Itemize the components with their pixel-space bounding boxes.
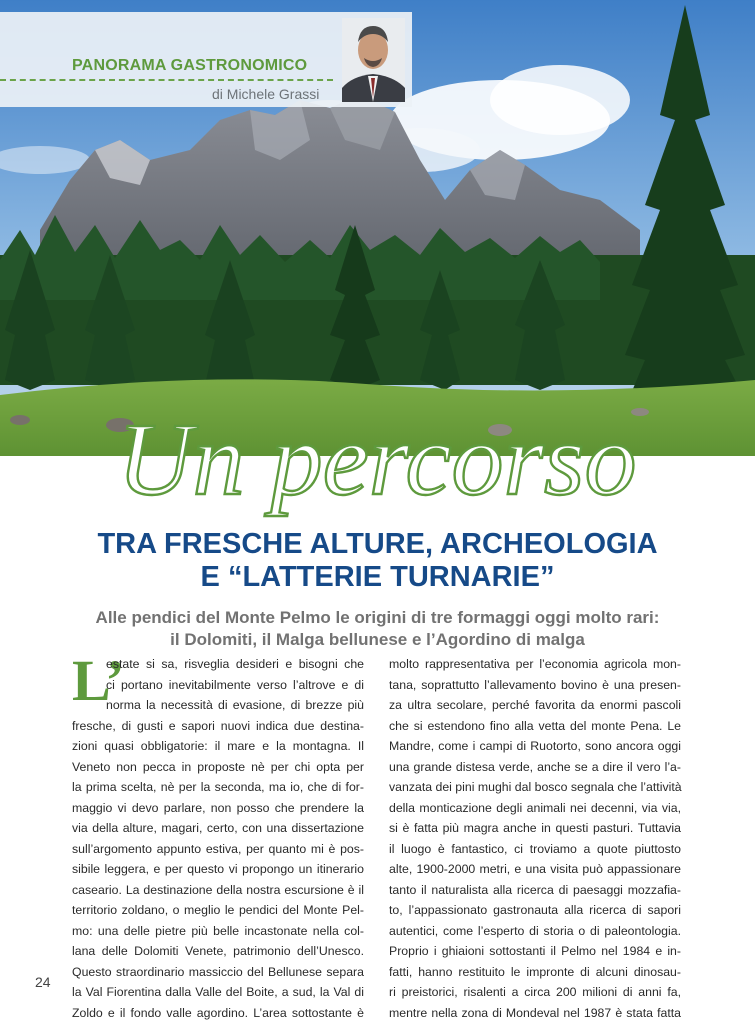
headline-line: TRA FRESCHE ALTURE, ARCHEOLOGIA: [97, 528, 658, 560]
text-line: Mandre, come i campi di Ruotorto, sono ancora oggi: [389, 739, 681, 753]
text-line: alte, 1900-2000 metri, e una visita può appassionare: [389, 862, 681, 876]
text-line: to, l’appassionato gastronauta alla ricerca di sapori: [389, 903, 681, 917]
text-line: vanzata dei pini mughi dal bosco segnala che l’attività: [389, 780, 682, 794]
text-line: fresche, di gusti e sapori nuovi indica due destina-: [72, 718, 364, 733]
body-column-left: [72, 648, 364, 1023]
page-number: 24: [35, 974, 51, 990]
text-line: Proprio i ghiaioni sottostanti il Pelmo nel 1984 e in-: [389, 944, 681, 958]
subtitle-line: il Dolomiti, il Malga bellunese e l’Agordino di malga: [170, 630, 585, 649]
text-line: tana, soprattutto l’allevamento bovino è una presen-: [389, 677, 681, 692]
text-line: Veneto non pecca in proposte nè per chi opta per: [72, 759, 364, 774]
text-line: estate si sa, risveglia desideri e bisogni che: [106, 657, 364, 671]
subtitle-line: Alle pendici del Monte Pelmo le origini di tre formaggi oggi molto rari:: [95, 608, 660, 627]
text-line: che si estendono fino alla vetta del monte Pena. Le: [389, 718, 681, 733]
text-line: maggio vi devo parlare, non posso che prendere la: [72, 800, 364, 815]
text-line: autentici, come l’esperto di storia o di paleontologia.: [389, 923, 681, 938]
text-line: sull’argomento appunto estiva, per quanto mi è pos-: [72, 841, 364, 856]
text-line: territorio zoldano, o meglio le pendici del Monte Pel-: [72, 903, 364, 917]
text-line: mo: una delle pietre più belle incastonate nella col-: [72, 923, 364, 938]
text-line: tanto il naturalista alla ricerca di paesaggi mozzafia-: [389, 882, 681, 897]
text-line: Questo straordinario massiccio del Bellunese separa: [72, 964, 364, 979]
text-line: si è fatta più magra anche in questi pasturi. Tuttavia: [389, 821, 681, 835]
text-line: zioni quasi obbligatorie: il mare e la montagna. Il: [72, 739, 364, 753]
dashed-divider: [0, 79, 333, 81]
text-line: Zoldo e il fondo valle agordino. L’area sottostante è: [72, 1005, 364, 1020]
author-byline: di Michele Grassi: [212, 86, 320, 102]
text-line: la prima scelta, nè per la seconda, ma io, che di for-: [72, 780, 364, 794]
text-line: il luogo è fantastico, ci troviamo a quote piuttosto: [389, 841, 681, 856]
headline-line: E “LATTERIE TURNARIE”: [200, 561, 555, 593]
text-line: della monticazione degli animali nei decenni, via via,: [389, 800, 681, 815]
text-line: norma la necessità di evasione, di brezze più: [106, 698, 364, 712]
section-label: PANORAMA GASTRONOMICO: [72, 57, 308, 74]
script-title: [0, 384, 755, 534]
text-line: la Val Fiorentina dalla Valle del Boite, a sud, la Val di: [72, 985, 364, 999]
text-line: ri preistorici, risalenti a circa 200 milioni di anni fa,: [389, 985, 681, 999]
text-line: caseario. La destinazione della nostra escursione è il: [72, 882, 364, 897]
script-title-text: Un percorso: [117, 402, 637, 517]
subtitle: [40, 607, 715, 651]
text-line: za ultra secolare, perché favorita da enormi pascoli: [389, 698, 681, 712]
text-line: fatti, hanno restituito le impronte di alcuni dinosau-: [389, 964, 681, 979]
text-line: molto rappresentativa per l’economia agricola mon-: [389, 657, 681, 671]
headline: [40, 528, 715, 594]
author-photo: [342, 18, 405, 102]
text-line: una grande distesa verde, anche se a dire il vero l’a-: [389, 759, 681, 774]
text-line: mentre nella zona di Mondeval nel 1987 è stata fatta: [389, 1005, 681, 1020]
text-line: sibile leggera, e per questo vi propongo un itinerario: [72, 862, 364, 876]
dropcap: L’: [72, 648, 125, 713]
text-line: via della alture, magari, certo, con una dissertazione: [72, 821, 364, 835]
text-line: ci portano inevitabilmente verso l’altrove e di: [106, 677, 364, 692]
text-line: lana delle Dolomiti Venete, patrimonio dell’Unesco.: [72, 944, 364, 958]
body-column-right: [389, 654, 681, 1023]
